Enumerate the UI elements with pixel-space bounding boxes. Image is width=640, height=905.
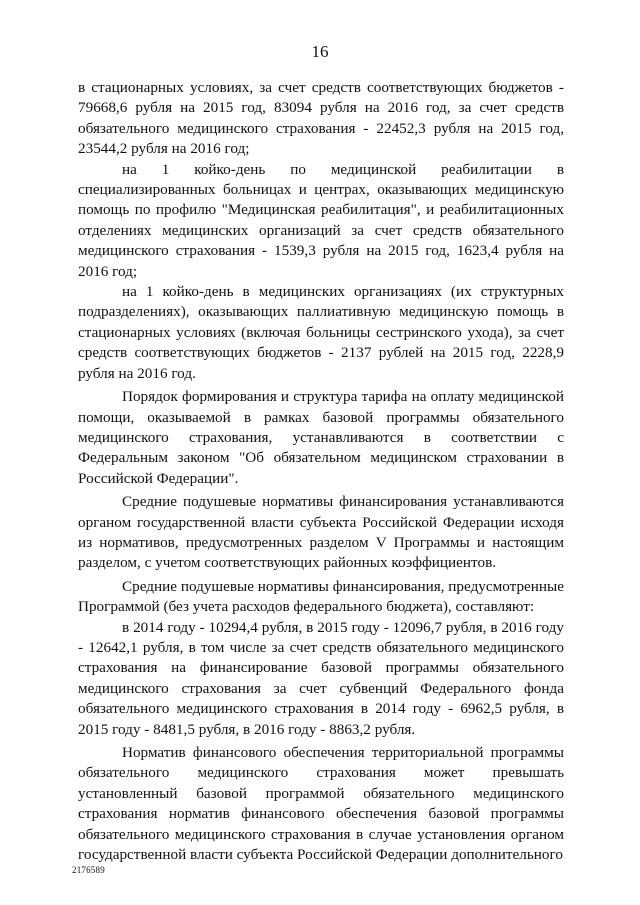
paragraph-program-standards-intro: Средние подушевые нормативы финансирования, предусмотренные Программой (без учета расходов федерального бюджета), составляют: xyxy=(78,577,564,616)
paragraph-tariff-procedure: Порядок формирования и структура тарифа на оплату медицинской помощи, оказываемой в рамках базовой программы обязательного медицинского страхования, устанавливаются в соответствии с Федеральным законом "Об обязательном медицинском страховании в Российской Федерации". xyxy=(78,388,564,487)
paragraph-yearly-amounts: в 2014 году - 10294,4 рубля, в 2015 году - 12096,7 рубля, в 2016 году - 12642,1 рубля, в том числе за счет средств обязательного медицинского страхования на финансирование базовой программы обязательного медицинского страхования за счет субвенций Федерального фонда обязательного медицинского страхования в 2014 году - 6962,5 рубля, в 2015 году - 8481,5 рубля, в 2016 году - 8863,2 рубля. xyxy=(78,618,564,738)
paragraph-inpatient-costs: в стационарных условиях, за счет средств соответствующих бюджетов - 79668,6 рубля на 2015 год, 83094 рубля на 2016 год, за счет средств обязательного медицинского страхования - 22452,3 рубля на 2015 год, 23544,2 рубля на 2016 год; xyxy=(78,79,564,158)
page-number: 16 xyxy=(311,42,329,61)
document-body xyxy=(78,78,564,865)
paragraph-per-capita-standards: Средние подушевые нормативы финансирования устанавливаются органом государственной власти субъекта Российской Федерации исходя из нормативов, предусмотренных разделом V Программы и настоящим разделом, с учетом соответствующих районных коэффициентов. xyxy=(78,493,564,572)
paragraph-territorial-program-standard: Норматив финансового обеспечения территориальной программы обязательного медицинского страхования может превышать установленный базовой программой обязательного медицинского страхования норматив финансового обеспечения базовой программы обязательного медицинского страхования в случае установления органом государственной власти субъекта Российской Федерации дополнительного xyxy=(78,744,564,864)
paragraph-palliative-bed-day: на 1 койко-день в медицинских организациях (их структурных подразделениях), оказывающих паллиативную медицинскую помощь в стационарных условиях (включая больницы сестринского ухода), за счет средств соответствующих бюджетов - 2137 рублей на 2015 год, 2228,9 рубля на 2016 год. xyxy=(78,283,564,382)
paragraph-rehabilitation-bed-day: на 1 койко-день по медицинской реабилитации в специализированных больницах и центрах, оказывающих медицинскую помощь по профилю "Медицинская реабилитация", и реабилитационных отделениях медицинских организаций за счет средств обязательного медицинского страхования - 1539,3 рубля на 2015 год, 1623,4 рубля на 2016 год; xyxy=(78,160,564,280)
document-code: 2176589 xyxy=(72,865,105,875)
